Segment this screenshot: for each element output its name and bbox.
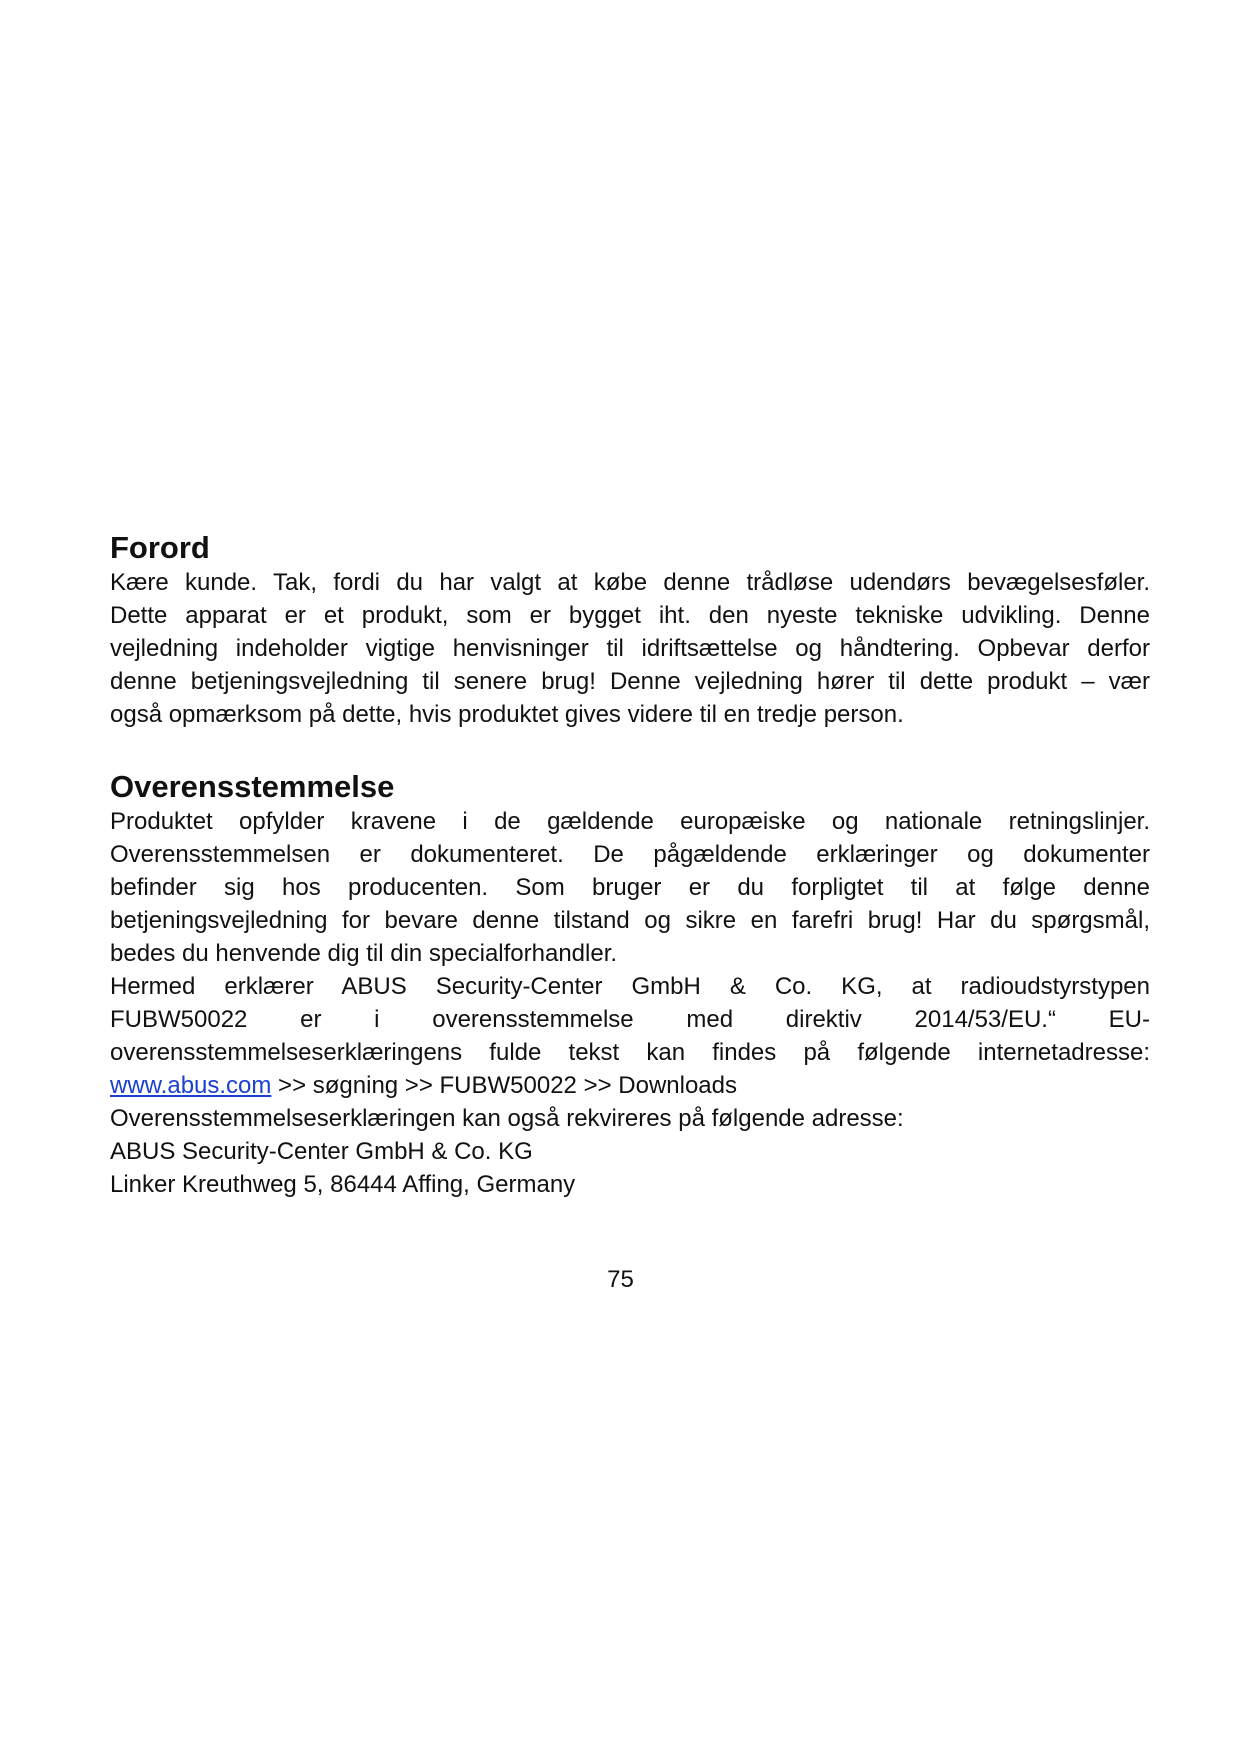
page-number: 75 bbox=[607, 1266, 634, 1293]
foreword-line: vejledning indeholder vigtige henvisninger til idriftsættelse og håndtering. Opbevar derfor bbox=[110, 635, 1150, 662]
conformity-line: Produktet opfylder kravene i de gældende europæiske og nationale retningslinjer. bbox=[110, 808, 1150, 835]
abus-website-link[interactable]: www.abus.com bbox=[110, 1072, 272, 1099]
conformity-heading: Overensstemmelse bbox=[110, 769, 395, 804]
download-path-line bbox=[110, 1069, 1150, 1102]
foreword-heading: Forord bbox=[110, 530, 210, 565]
download-path-text: >> søgning >> FUBW50022 >> Downloads bbox=[271, 1072, 737, 1099]
address-line: Linker Kreuthweg 5, 86444 Affing, Germany bbox=[110, 1171, 576, 1198]
conformity-line: betjeningsvejledning for bevare denne tilstand og sikre en farefri brug! Har du spørgsmål, bbox=[110, 907, 1150, 934]
page-content bbox=[110, 530, 1150, 1201]
foreword-line: Dette apparat er et produkt, som er bygget iht. den nyeste tekniske udvikling. Denne bbox=[110, 602, 1150, 629]
conformity-line: befinder sig hos producenten. Som bruger er du forpligtet til at følge denne bbox=[110, 874, 1150, 901]
foreword-line: også opmærksom på dette, hvis produktet gives videre til en tredje person. bbox=[110, 701, 904, 728]
foreword-line: denne betjeningsvejledning til senere brug! Denne vejledning hører til dette produkt – vær bbox=[110, 668, 1150, 695]
conformity-line: FUBW50022 er i overensstemmelse med direktiv 2014/53/EU.“ EU- bbox=[110, 1006, 1150, 1033]
conformity-line: overensstemmelseserklæringens fulde tekst kan findes på følgende internetadresse: bbox=[110, 1039, 1150, 1066]
conformity-line: Hermed erklærer ABUS Security-Center GmbH & Co. KG, at radioudstyrstypen bbox=[110, 973, 1150, 1000]
conformity-line: Overensstemmelsen er dokumenteret. De pågældende erklæringer og dokumenter bbox=[110, 841, 1150, 868]
address-line: ABUS Security-Center GmbH & Co. KG bbox=[110, 1138, 533, 1165]
foreword-line: Kære kunde. Tak, fordi du har valgt at købe denne trådløse udendørs bevægelsesføler. bbox=[110, 569, 1150, 596]
address-line: Overensstemmelseserklæringen kan også rekvireres på følgende adresse: bbox=[110, 1105, 904, 1132]
conformity-line: bedes du henvende dig til din specialforhandler. bbox=[110, 940, 618, 967]
section-spacer bbox=[110, 731, 1150, 769]
